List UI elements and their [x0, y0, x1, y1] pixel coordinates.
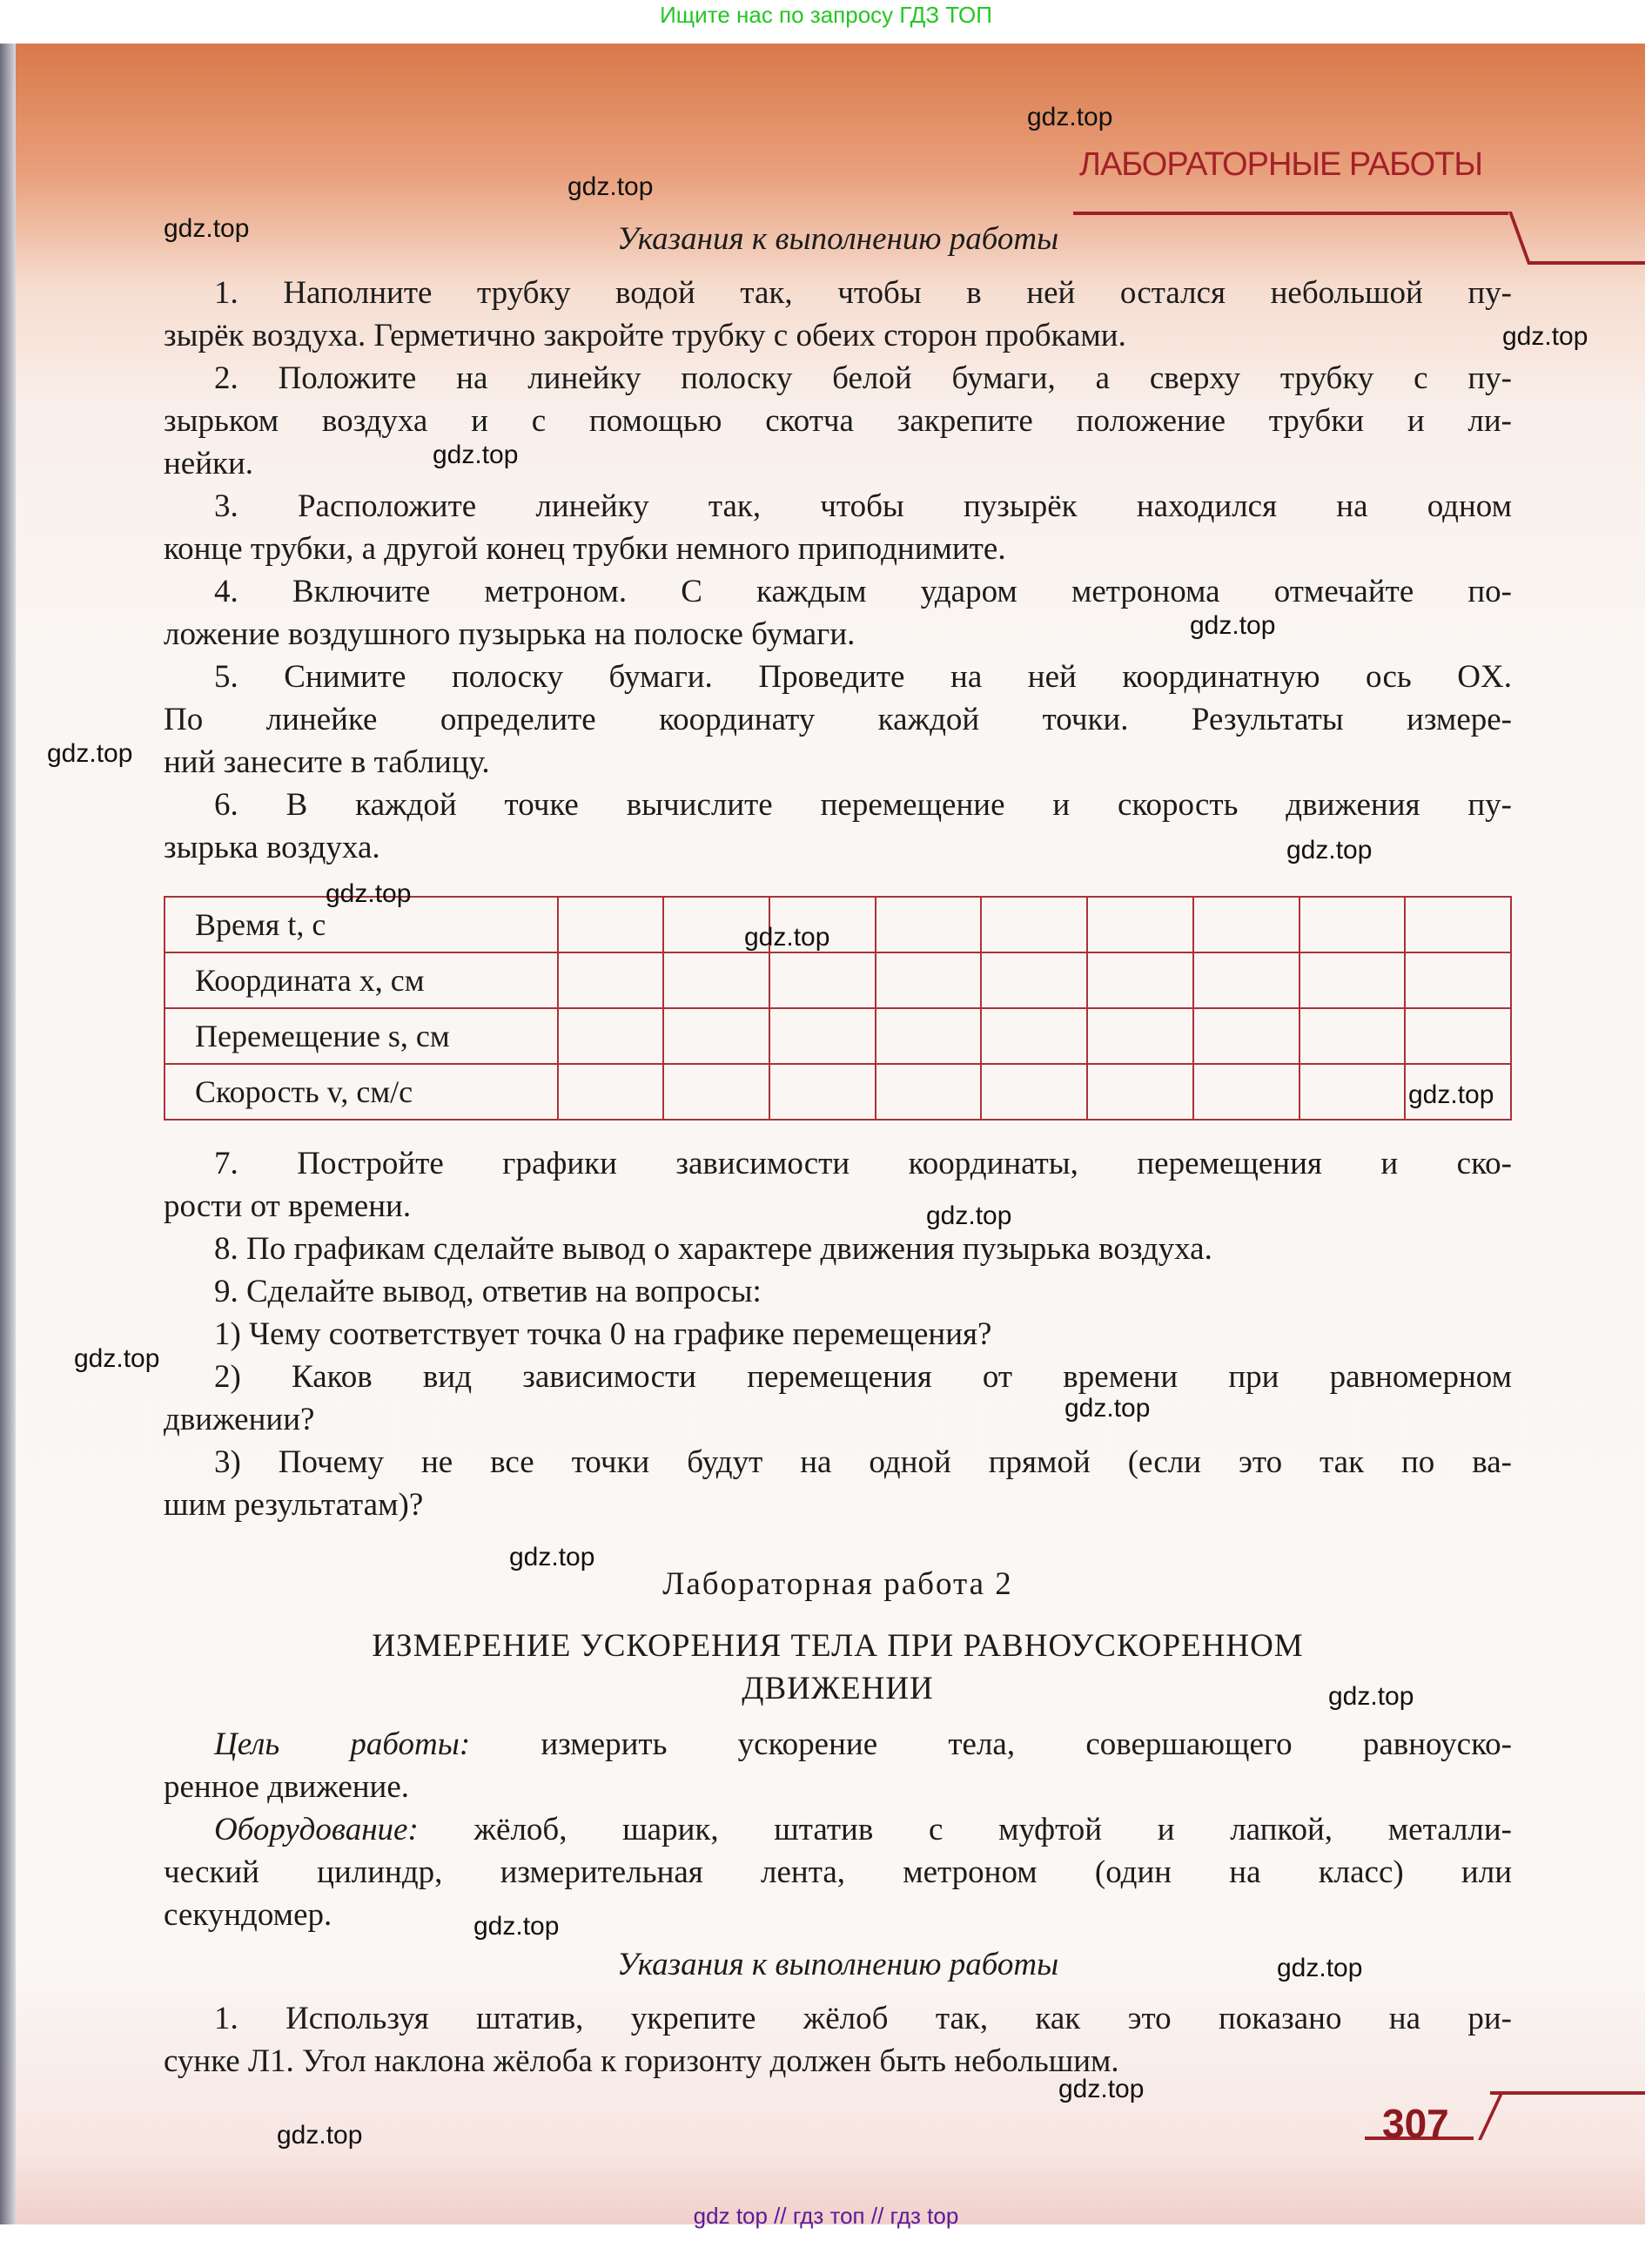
- lab2-title-line: ДВИЖЕНИИ: [742, 1671, 934, 1706]
- header-rule-end: [1528, 261, 1645, 265]
- table-cell: [558, 897, 664, 952]
- table-cell: [1193, 952, 1299, 1008]
- step-line: 4. Включите метроном. С каждым ударом метронома отмечайте по-: [214, 574, 1512, 609]
- table-cell: [1087, 1064, 1193, 1120]
- step-line: зырька воздуха.: [164, 830, 380, 865]
- step-line: 9. Сделайте вывод, ответив на вопросы:: [214, 1274, 762, 1309]
- step-line: нейки.: [164, 446, 254, 481]
- table-cell: [663, 1064, 769, 1120]
- table-cell: [1299, 897, 1406, 952]
- step-line: 7. Постройте графики зависимости координаты, перемещения и ско-: [214, 1146, 1512, 1181]
- watermark: gdz.top: [1286, 836, 1373, 865]
- watermark: gdz.top: [1064, 1394, 1151, 1423]
- equipment-text: жёлоб, шарик, штатив с муфтой и лапкой, металли-: [418, 1812, 1512, 1847]
- watermark: gdz.top: [1277, 1954, 1363, 1982]
- header-rule: [1073, 212, 1508, 215]
- table-cell: [1405, 1008, 1511, 1064]
- table-cell: [981, 1064, 1087, 1120]
- step-line: ложение воздушного пузырька на полоске бумаги.: [164, 616, 856, 652]
- step-line: движении?: [164, 1402, 315, 1437]
- watermark: gdz.top: [326, 879, 412, 908]
- table-cell: [558, 1064, 664, 1120]
- watermark: gdz.top: [433, 441, 519, 469]
- table-cell: [1405, 952, 1511, 1008]
- watermark: gdz.top: [47, 739, 133, 768]
- watermark: gdz.top: [509, 1543, 595, 1571]
- table-cell: [1299, 952, 1406, 1008]
- instructions-heading: Указания к выполнению работы: [616, 221, 1059, 257]
- table-cell: [876, 1064, 982, 1120]
- table-cell: [769, 1064, 876, 1120]
- watermark: gdz.top: [1058, 2075, 1145, 2103]
- goal-label: Цель работы:: [214, 1726, 471, 1762]
- step-line: зырьком воздуха и с помощью скотча закрепите положение трубки и ли-: [164, 403, 1512, 439]
- equipment-line: [214, 1808, 1512, 1851]
- equipment-line: ческий цилиндр, измерительная лента, метроном (один на класс) или: [164, 1854, 1512, 1890]
- step-line: 6. В каждой точке вычислите перемещение и скорость движения пу-: [214, 787, 1512, 823]
- watermark: gdz.top: [1027, 103, 1113, 131]
- watermark: gdz.top: [744, 923, 830, 952]
- table-cell: [769, 1008, 876, 1064]
- table-cell: [1405, 897, 1511, 952]
- row-label: Скорость v, см/с: [165, 1064, 558, 1120]
- table-row: [165, 952, 1511, 1008]
- watermark: gdz.top: [1328, 1682, 1414, 1711]
- equipment-line: секундомер.: [164, 1897, 332, 1933]
- results-table: [164, 896, 1512, 1120]
- watermark: gdz.top: [74, 1344, 160, 1373]
- table-cell: [876, 952, 982, 1008]
- watermark: gdz.top: [1408, 1080, 1494, 1109]
- lab2-title-line: ИЗМЕРЕНИЕ УСКОРЕНИЯ ТЕЛА ПРИ РАВНОУСКОРЕННОМ: [372, 1628, 1304, 1664]
- watermark: gdz.top: [164, 214, 250, 243]
- table-row: [165, 1064, 1511, 1120]
- table-cell: [1087, 897, 1193, 952]
- table-cell: [1193, 1064, 1299, 1120]
- table-cell: [1299, 1064, 1406, 1120]
- table-cell: [1193, 1008, 1299, 1064]
- table-cell: [558, 952, 664, 1008]
- goal-line: ренное движение.: [164, 1769, 410, 1805]
- table-cell: [1087, 952, 1193, 1008]
- step-line: 3. Расположите линейку так, чтобы пузырёк находился на одном: [214, 488, 1512, 524]
- step-line: 8. По графикам сделайте вывод о характере движения пузырька воздуха.: [214, 1231, 1212, 1267]
- watermark: gdz.top: [567, 172, 654, 201]
- table-cell: [663, 1008, 769, 1064]
- table-row: [165, 1008, 1511, 1064]
- equipment-label: Оборудование:: [214, 1812, 419, 1847]
- table-cell: [1193, 897, 1299, 952]
- goal-text: измерить ускорение тела, совершающего равноуско-: [470, 1726, 1512, 1762]
- page-spine: [0, 44, 16, 2224]
- watermark: gdz.top: [1502, 322, 1588, 351]
- step-line: сунке Л1. Угол наклона жёлоба к горизонту должен быть небольшим.: [164, 2043, 1119, 2079]
- page-number-rule-end: [1490, 2091, 1645, 2095]
- top-notice: Ищите нас по запросу ГДЗ ТОП: [660, 2, 992, 28]
- step-line: зырёк воздуха. Герметично закройте трубку с обеих сторон пробками.: [164, 318, 1126, 353]
- goal-line: [214, 1723, 1512, 1766]
- step-line: 5. Снимите полоску бумаги. Проведите на ней координатную ось OX.: [214, 659, 1512, 695]
- table-cell: [558, 1008, 664, 1064]
- step-line: По линейке определите координату каждой точки. Результаты измере-: [164, 702, 1512, 737]
- section-header: ЛАБОРАТОРНЫЕ РАБОТЫ: [1079, 146, 1482, 183]
- step-line: конце трубки, а другой конец трубки немного приподнимите.: [164, 531, 1006, 567]
- table-cell: [981, 897, 1087, 952]
- table-cell: [876, 897, 982, 952]
- watermark: gdz.top: [926, 1201, 1012, 1230]
- table-cell: [769, 952, 876, 1008]
- lab2-label: Лабораторная работа 2: [662, 1566, 1013, 1602]
- table-cell: [876, 1008, 982, 1064]
- step-line: 2. Положите на линейку полоску белой бумаги, а сверху трубку с пу-: [214, 360, 1512, 396]
- step-line: 3) Почему не все точки будут на одной прямой (если это так по ва-: [214, 1444, 1512, 1480]
- watermark: gdz.top: [1190, 611, 1276, 640]
- table-cell: [1087, 1008, 1193, 1064]
- table-cell: [981, 1008, 1087, 1064]
- step-line: 1. Используя штатив, укрепите жёлоб так, как это показано на ри-: [214, 2001, 1512, 2036]
- watermark: gdz.top: [277, 2121, 363, 2150]
- bottom-notice: gdz top // гдз топ // гдз top: [693, 2203, 959, 2229]
- step-line: ний занесите в таблицу.: [164, 744, 490, 780]
- watermark: gdz.top: [473, 1912, 560, 1941]
- step-line: 2) Каков вид зависимости перемещения от времени при равномерном: [214, 1359, 1512, 1395]
- step-line: 1. Наполните трубку водой так, чтобы в ней остался небольшой пу-: [214, 275, 1512, 311]
- row-label: Время t, с: [165, 897, 558, 952]
- step-line: шим результатам)?: [164, 1487, 424, 1523]
- page-number: 307: [1382, 2101, 1449, 2146]
- step-line: рости от времени.: [164, 1188, 412, 1224]
- table-cell: [1299, 1008, 1406, 1064]
- table-cell: [663, 952, 769, 1008]
- row-label: Координата x, см: [165, 952, 558, 1008]
- table-cell: [981, 952, 1087, 1008]
- step-line: 1) Чему соответствует точка 0 на графике перемещения?: [214, 1316, 992, 1352]
- instructions-heading-2: Указания к выполнению работы: [616, 1947, 1059, 1982]
- row-label: Перемещение s, см: [165, 1008, 558, 1064]
